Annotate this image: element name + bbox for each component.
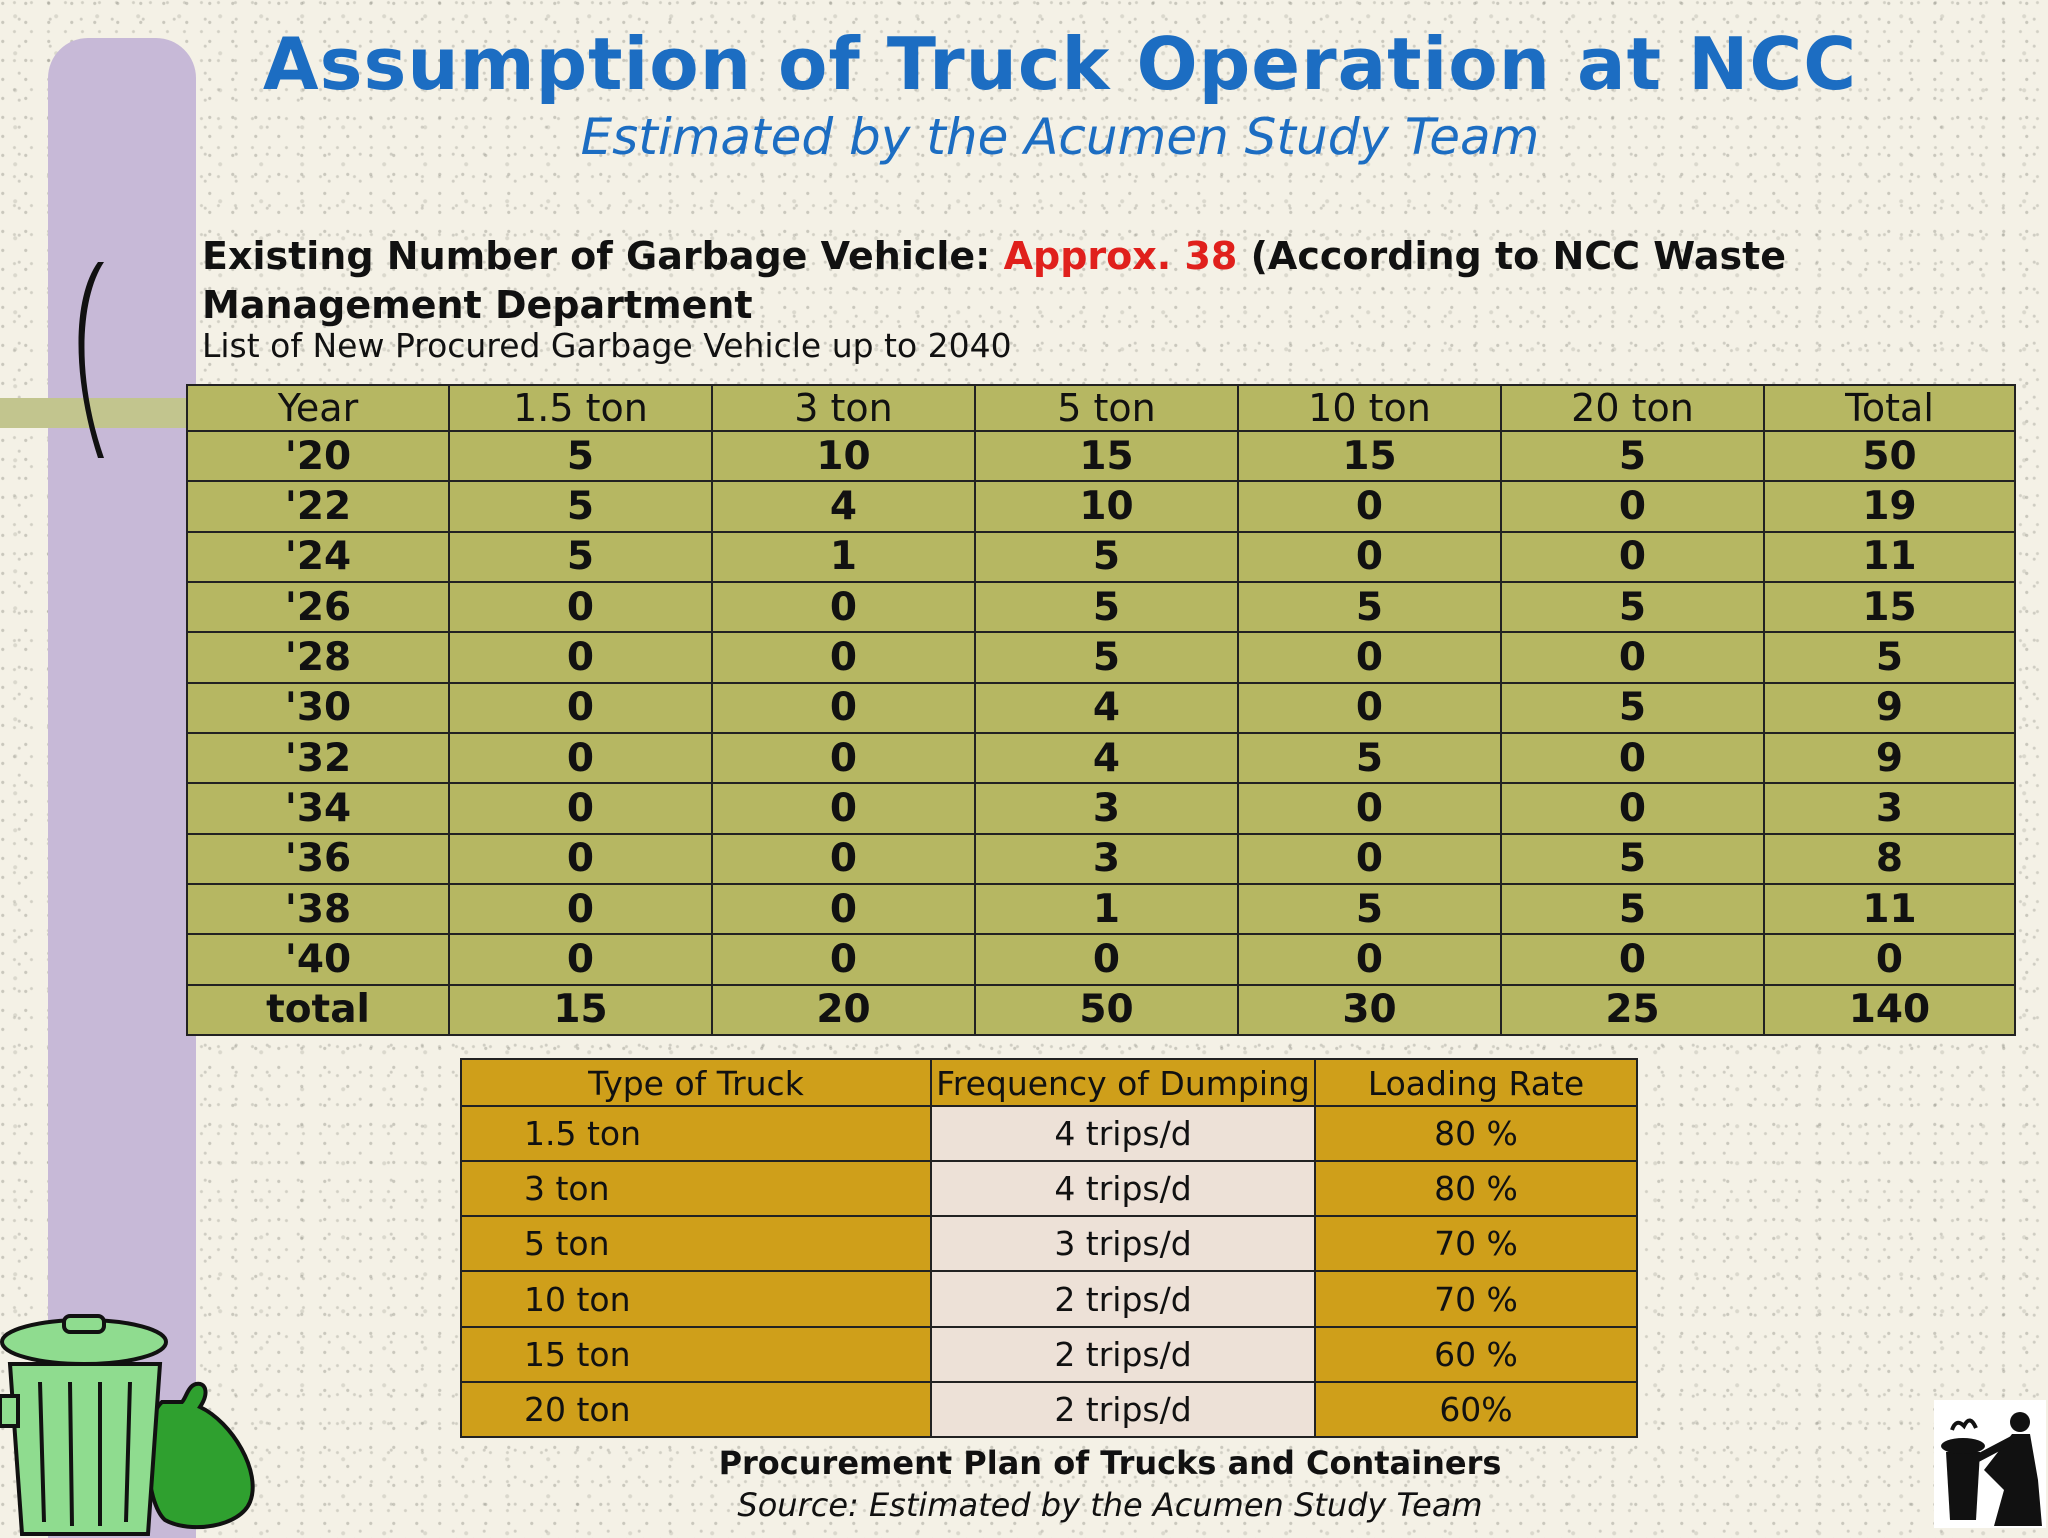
truck-type-cell: 15 ton: [461, 1327, 931, 1382]
procurement-table: [186, 384, 2016, 1036]
value-cell: 5: [449, 481, 712, 531]
value-cell: 10: [975, 481, 1238, 531]
table-row: [461, 1271, 1637, 1326]
value-cell: 5: [1238, 582, 1501, 632]
table-header-row: [187, 385, 2015, 431]
value-cell: 5: [1501, 431, 1764, 481]
loading-rate-cell: 70 %: [1315, 1271, 1637, 1326]
bracket-icon: [70, 258, 110, 464]
table-header-row: [461, 1059, 1637, 1106]
value-cell: 0: [449, 733, 712, 783]
value-cell: 0: [1238, 934, 1501, 984]
value-cell: 50: [1764, 431, 2015, 481]
value-cell: 10: [712, 431, 975, 481]
value-cell: 0: [1238, 481, 1501, 531]
value-cell: 4: [975, 683, 1238, 733]
table-row: [187, 481, 2015, 531]
value-cell: 5: [1501, 683, 1764, 733]
list-label: List of New Procured Garbage Vehicle up to 2040: [202, 326, 1012, 365]
person-dumping-trash-icon: [1934, 1400, 2046, 1528]
frequency-cell: 3 trips/d: [931, 1216, 1315, 1271]
existing-vehicles-note: [202, 232, 1962, 330]
frequency-cell: 4 trips/d: [931, 1161, 1315, 1216]
year-cell: '34: [187, 783, 449, 833]
value-cell: 9: [1764, 683, 2015, 733]
dumping-table: [460, 1058, 1638, 1438]
value-cell: 15: [1238, 431, 1501, 481]
table-row: [187, 582, 2015, 632]
truck-type-cell: 5 ton: [461, 1216, 931, 1271]
table-row: [461, 1106, 1637, 1161]
value-cell: 0: [712, 632, 975, 682]
value-cell: 5: [449, 532, 712, 582]
frequency-cell: 2 trips/d: [931, 1271, 1315, 1326]
value-cell: 5: [1501, 582, 1764, 632]
value-cell: 1: [975, 884, 1238, 934]
table-row: [187, 431, 2015, 481]
table-row: [187, 985, 2015, 1035]
value-cell: 0: [449, 783, 712, 833]
value-cell: 5: [975, 582, 1238, 632]
value-cell: 15: [1764, 582, 2015, 632]
value-cell: 4: [712, 481, 975, 531]
value-cell: 5: [975, 632, 1238, 682]
table-row: [187, 834, 2015, 884]
value-cell: 0: [1764, 934, 2015, 984]
loading-rate-cell: 80 %: [1315, 1106, 1637, 1161]
existing-prefix: Existing Number of Garbage Vehicle:: [202, 234, 991, 278]
year-cell: '36: [187, 834, 449, 884]
value-cell: 3: [975, 834, 1238, 884]
value-cell: 5: [1501, 834, 1764, 884]
header-3-ton: 3 ton: [712, 385, 975, 431]
year-cell: '28: [187, 632, 449, 682]
value-cell: 0: [975, 934, 1238, 984]
value-cell: 0: [1238, 532, 1501, 582]
header-1.5-ton: 1.5 ton: [449, 385, 712, 431]
table-row: [187, 733, 2015, 783]
value-cell: 1: [712, 532, 975, 582]
value-cell: 25: [1501, 985, 1764, 1035]
header-total: Total: [1764, 385, 2015, 431]
year-cell: '32: [187, 733, 449, 783]
frequency-cell: 2 trips/d: [931, 1382, 1315, 1437]
value-cell: 3: [975, 783, 1238, 833]
value-cell: 0: [712, 884, 975, 934]
value-cell: 0: [712, 934, 975, 984]
value-cell: 5: [1238, 884, 1501, 934]
year-cell: '22: [187, 481, 449, 531]
garbage-bag-icon: [148, 1384, 253, 1527]
header-type-of-truck: Type of Truck: [461, 1059, 931, 1106]
value-cell: 5: [1501, 884, 1764, 934]
value-cell: 0: [449, 934, 712, 984]
header-20-ton: 20 ton: [1501, 385, 1764, 431]
value-cell: 0: [1501, 934, 1764, 984]
table-caption: Procurement Plan of Trucks and Containers: [718, 1444, 1502, 1482]
existing-suffix: (According to NCC Waste Management Department: [202, 234, 1787, 327]
value-cell: 0: [712, 582, 975, 632]
table-row: [461, 1216, 1637, 1271]
trash-can-icon: [0, 1312, 270, 1536]
loading-rate-cell: 70 %: [1315, 1216, 1637, 1271]
year-cell: '30: [187, 683, 449, 733]
header-10-ton: 10 ton: [1238, 385, 1501, 431]
value-cell: 4: [975, 733, 1238, 783]
loading-rate-cell: 60 %: [1315, 1327, 1637, 1382]
year-cell: '24: [187, 532, 449, 582]
value-cell: 5: [449, 431, 712, 481]
table-row: [461, 1382, 1637, 1437]
value-cell: 19: [1764, 481, 2015, 531]
header-loading-rate: Loading Rate: [1315, 1059, 1637, 1106]
value-cell: 0: [1238, 783, 1501, 833]
value-cell: 0: [712, 733, 975, 783]
value-cell: 9: [1764, 733, 2015, 783]
value-cell: 0: [449, 884, 712, 934]
value-cell: 0: [1238, 834, 1501, 884]
frequency-cell: 4 trips/d: [931, 1106, 1315, 1161]
value-cell: 0: [712, 834, 975, 884]
table-row: [187, 632, 2015, 682]
value-cell: 11: [1764, 884, 2015, 934]
value-cell: 3: [1764, 783, 2015, 833]
value-cell: 0: [449, 632, 712, 682]
year-cell: total: [187, 985, 449, 1035]
value-cell: 140: [1764, 985, 2015, 1035]
frequency-cell: 2 trips/d: [931, 1327, 1315, 1382]
truck-type-cell: 20 ton: [461, 1382, 931, 1437]
year-cell: '20: [187, 431, 449, 481]
loading-rate-cell: 60%: [1315, 1382, 1637, 1437]
page-subtitle: Estimated by the Acumen Study Team: [580, 108, 1540, 166]
header-frequency: Frequency of Dumping: [931, 1059, 1315, 1106]
value-cell: 0: [1501, 481, 1764, 531]
table-row: [187, 532, 2015, 582]
value-cell: 0: [712, 783, 975, 833]
value-cell: 0: [1501, 733, 1764, 783]
value-cell: 0: [1501, 532, 1764, 582]
value-cell: 5: [1238, 733, 1501, 783]
table-row: [187, 683, 2015, 733]
value-cell: 11: [1764, 532, 2015, 582]
value-cell: 15: [975, 431, 1238, 481]
truck-type-cell: 10 ton: [461, 1271, 931, 1326]
value-cell: 0: [449, 683, 712, 733]
value-cell: 0: [1501, 783, 1764, 833]
truck-type-cell: 1.5 ton: [461, 1106, 931, 1161]
value-cell: 0: [712, 683, 975, 733]
source-note: Source: Estimated by the Acumen Study Team: [737, 1486, 1483, 1524]
value-cell: 0: [449, 582, 712, 632]
value-cell: 0: [1238, 632, 1501, 682]
loading-rate-cell: 80 %: [1315, 1161, 1637, 1216]
truck-type-cell: 3 ton: [461, 1161, 931, 1216]
value-cell: 5: [1764, 632, 2015, 682]
table-row: [187, 783, 2015, 833]
value-cell: 50: [975, 985, 1238, 1035]
table-row: [461, 1161, 1637, 1216]
year-cell: '38: [187, 884, 449, 934]
header-5-ton: 5 ton: [975, 385, 1238, 431]
value-cell: 20: [712, 985, 975, 1035]
value-cell: 30: [1238, 985, 1501, 1035]
year-cell: '40: [187, 934, 449, 984]
value-cell: 5: [975, 532, 1238, 582]
table-row: [461, 1327, 1637, 1382]
table-row: [187, 934, 2015, 984]
value-cell: 15: [449, 985, 712, 1035]
table-row: [187, 884, 2015, 934]
value-cell: 0: [449, 834, 712, 884]
header-year: Year: [187, 385, 449, 431]
value-cell: 8: [1764, 834, 2015, 884]
existing-approx: Approx. 38: [1003, 234, 1238, 278]
year-cell: '26: [187, 582, 449, 632]
page-title: Assumption of Truck Operation at NCC: [262, 22, 1858, 106]
value-cell: 0: [1501, 632, 1764, 682]
value-cell: 0: [1238, 683, 1501, 733]
